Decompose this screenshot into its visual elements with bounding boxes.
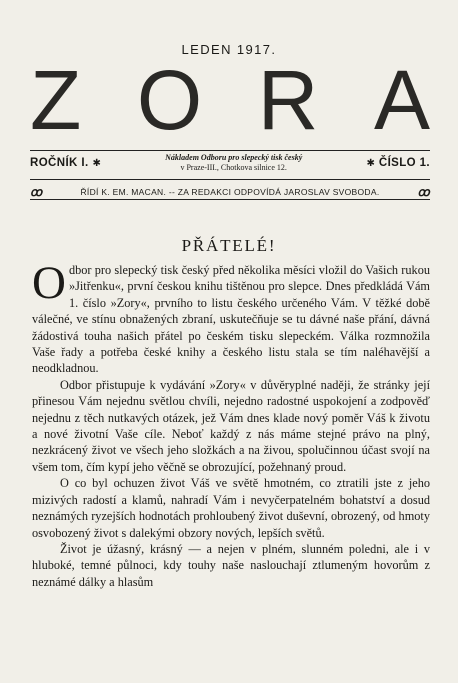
- ornament-left: ꝏ: [30, 185, 43, 199]
- bottom-rule: [30, 199, 430, 200]
- ornament-right: ꝏ: [417, 185, 430, 199]
- volume-label: ROČNÍK I.: [30, 157, 89, 169]
- masthead-letter-o: O: [136, 53, 203, 147]
- article-heading: PŘÁTELÉ!: [181, 236, 277, 255]
- article-body: [32, 257, 430, 590]
- paragraph-2: Odbor přistupuje k vydávání »Zory« v důvěryplné naději, že stránky její přinesou Vám nejednu světlou chvíli, nejedno radostné uspokojení a zodpověď nejednu z těch nutkavých otázek, jež Vám dnes klade nový poměr Váš k životu a nové životní Vaše cíle. Neboť každý z nás máme stejné právo na plný, nezkrácený život ve všech jeho složkách a na živou, spolučinnou účast svojí na všem tom, čím kypí jeho věčně se obrozující, požehnaný proud.: [32, 377, 430, 474]
- star-ornament-left: ✱: [92, 157, 101, 169]
- editors-text: ŘÍDÍ K. EM. MACAN. -- ZA REDAKCI ODPOVÍDÁ JAROSLAV SVOBODA.: [80, 187, 380, 197]
- publication-info: [30, 153, 430, 173]
- masthead-letter-z: Z: [30, 53, 82, 147]
- masthead-title: [30, 53, 430, 147]
- editors-line: [30, 185, 430, 199]
- top-rule: [30, 150, 430, 151]
- issue-date: LEDEN 1917.: [181, 42, 277, 57]
- publisher-line-1: Nákladem Odboru pro slepecký tisk český: [165, 153, 303, 162]
- star-ornament-right: ✱: [366, 157, 375, 169]
- publisher-line-2: v Praze-III., Chotkova silnice 12.: [180, 163, 287, 172]
- paragraph-4: Život je úžasný, krásný — a nejen v plném, slunném poledni, ale i v hluboké, temné půlnoci, kdy touhy naše naslouchají ztlumeným hovorům z neznámé dálky a hlasům: [32, 541, 430, 589]
- paragraph-3: O co byl ochuzen život Váš ve světě hmotném, co ztratili jste z jeho mizivých radostí a klamů, nahradí Vám i nevyčerpatelném bohatství a dosud neznámých ryzejších hodnotách prohloubený život duševní, obrozený, od hmoty osvobozený život s dalekými obzory nových, lepších světů.: [32, 476, 430, 540]
- masthead-letter-a: A: [373, 53, 430, 147]
- publisher-info: [105, 153, 363, 173]
- issue-number: ČÍSLO 1.: [378, 157, 430, 169]
- paragraph-1: [32, 257, 430, 377]
- masthead-letter-r: R: [257, 53, 319, 147]
- middle-rule: [30, 179, 430, 180]
- drop-cap: O: [32, 257, 66, 309]
- paragraph-1-text: dbor pro slepecký tisk český před několika měsíci vložil do Vašich rukou »Jitřenku«, první českou knihu tištěnou pro slepce. Dnes předkládá Vám 1. číslo »Zory«, prvního to listu českého určeného Vám. V těžké době válečné, ve stínu obnažených zbraní, uskutečňuje se tu dávné naše přání, dávná žádostivá touha našich přátel po českém tisku slepeckém. Válka rozmnožila Vaše řady a potřeba české knihy a českého listu stala se tím naléhavější a neodkladnou.: [32, 263, 430, 376]
